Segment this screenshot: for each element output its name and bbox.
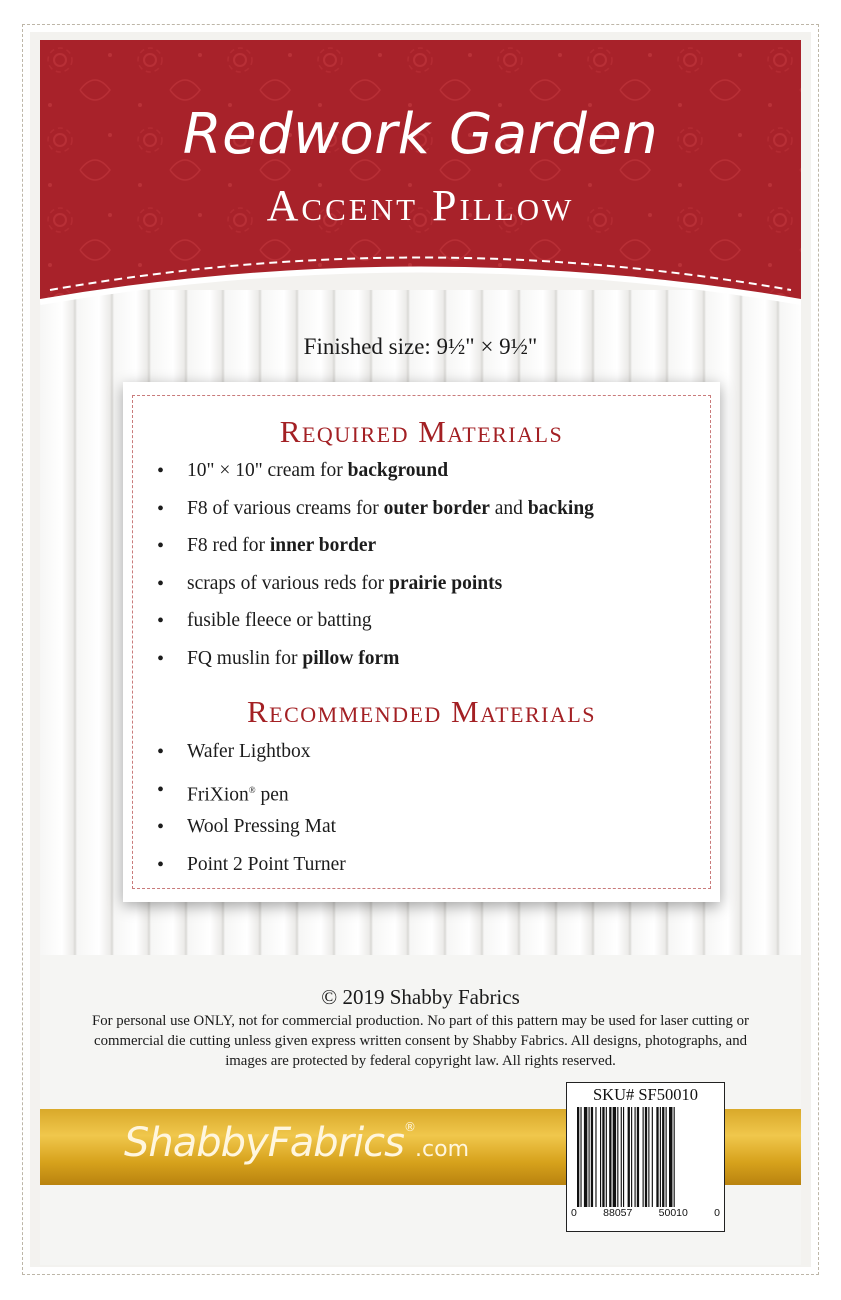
list-item: • Wafer Lightbox [151, 739, 346, 777]
list-item: • FriXion® pen [151, 777, 346, 815]
barcode-bar [666, 1107, 667, 1207]
barcode-bar [606, 1107, 607, 1207]
barcode-digits: 0 88057 50010 0 [571, 1207, 720, 1219]
barcode-label [566, 1082, 725, 1232]
barcode-bar [660, 1107, 661, 1207]
list-item: • scraps of various reds for prairie points [151, 571, 594, 609]
required-heading: Required Materials [279, 414, 564, 449]
list-item: • FQ muslin for pillow form [151, 646, 594, 684]
barcode-bar [609, 1107, 611, 1207]
list-item: • F8 red for inner border [151, 533, 594, 571]
header-banner [40, 40, 801, 315]
barcode-bar [652, 1107, 653, 1207]
recommended-heading: Recommended Materials [246, 694, 597, 729]
materials-card [123, 382, 720, 902]
list-item: • fusible fleece or batting [151, 608, 594, 646]
barcode-bar [643, 1107, 644, 1207]
barcode-bar [589, 1107, 590, 1207]
barcode-bar [637, 1107, 639, 1207]
barcode-bar [621, 1107, 622, 1207]
legal-notice: For personal use ONLY, not for commercial production. No part of this pattern may be used for laser cutting or commercial die cutting unless given express written consent by Shabby Fabrics. All designs, photographs, and images are protected by federal copyright law. All rights reserved. [92, 1013, 749, 1069]
list-item: • 10" × 10" cream for background [151, 458, 594, 496]
barcode-bar [600, 1107, 601, 1207]
barcode-bar [645, 1107, 647, 1207]
barcode-bar [577, 1107, 579, 1207]
barcode-bar [669, 1107, 672, 1207]
barcode-bar [656, 1107, 658, 1207]
barcode-bar [584, 1107, 587, 1207]
barcode-bar [674, 1107, 675, 1207]
sku-number: SKU# SF50010 [593, 1085, 698, 1104]
copyright: © 2019 Shabby Fabrics [321, 985, 520, 1009]
barcode-bar [623, 1107, 624, 1207]
brand-logo: ShabbyFabrics®.com [124, 1120, 469, 1166]
list-item: • Wool Pressing Mat [151, 814, 346, 852]
barcode-bars [577, 1107, 714, 1207]
finished-size: Finished size: 9½" × 9½" [303, 334, 538, 359]
list-item: • F8 of various creams for outer border and backing [151, 496, 594, 534]
title-subtitle: Accent Pillow [266, 181, 575, 230]
barcode-bar [648, 1107, 649, 1207]
barcode-bar [591, 1107, 593, 1207]
title-script: Redwork Garden [182, 102, 659, 167]
recommended-list [151, 739, 346, 889]
barcode-bar [617, 1107, 618, 1207]
barcode-bar [595, 1107, 596, 1207]
barcode-bar [662, 1107, 664, 1207]
header-fabric [40, 40, 801, 315]
required-list [151, 458, 594, 683]
barcode-bar [580, 1107, 581, 1207]
barcode-bar [635, 1107, 636, 1207]
barcode-bar [631, 1107, 632, 1207]
barcode-bar [628, 1107, 630, 1207]
barcode-bar [602, 1107, 604, 1207]
barcode-bar [613, 1107, 616, 1207]
list-item: • Point 2 Point Turner [151, 852, 346, 890]
